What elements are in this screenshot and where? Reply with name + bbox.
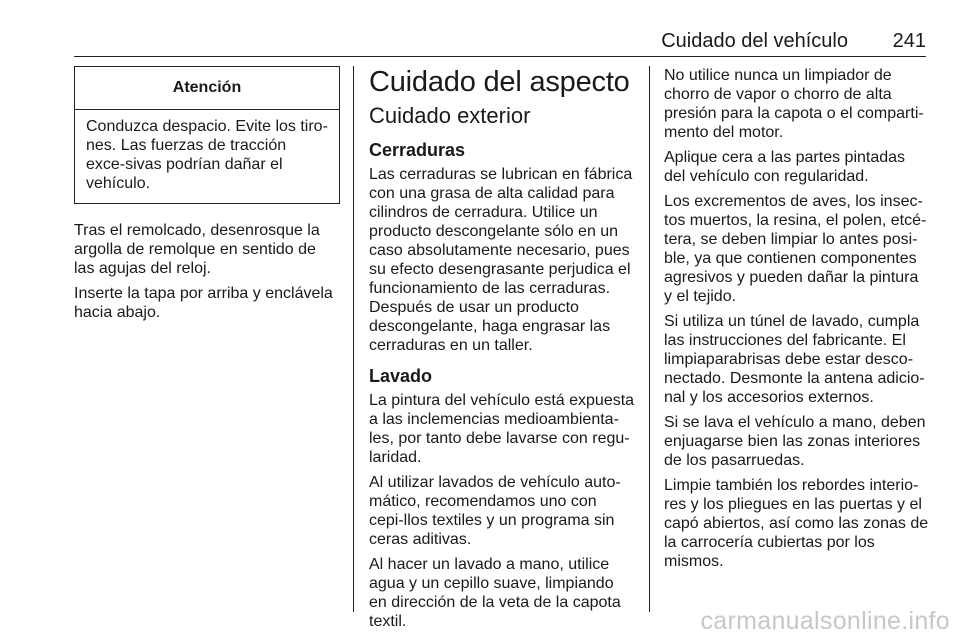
topic-heading-cerraduras: Cerraduras bbox=[369, 140, 466, 160]
watermark: carmanualsonline.info bbox=[700, 607, 950, 635]
column-divider-2 bbox=[649, 66, 650, 612]
attention-box bbox=[74, 66, 340, 204]
topic-heading-lavado: Lavado bbox=[369, 366, 433, 386]
header-rule bbox=[74, 56, 926, 57]
attention-text: Conduzca despacio. Evite los tiro-nes. Las fuerzas de tracción exce-sivas podrían dañar el vehículo. bbox=[86, 118, 328, 192]
column-2 bbox=[369, 66, 635, 637]
header-title: Cuidado del vehículo bbox=[661, 30, 848, 52]
attention-title: Atención bbox=[75, 67, 339, 110]
paragraph: Las cerraduras se lubrican en fábrica con una grasa de alta calidad para cilindros de cerradura. Utilice un producto descongelante sólo en un caso absolutamente necesario, pues su efecto desengrasante perjudica el funcionamiento de las cerraduras. Después de usar un producto descongelante, haga engrasar las cerraduras en un taller. bbox=[369, 166, 633, 354]
paragraph: Al hacer un lavado a mano, utilice agua y un cepillo suave, limpiando en dirección de la veta de la capota textil. bbox=[369, 556, 621, 630]
paragraph: Si utiliza un túnel de lavado, cumpla las instrucciones del fabricante. El limpiaparabrisas debe estar desco-nectado. Desmonte la antena adicio-nal y los accesorios externos. bbox=[664, 313, 925, 406]
paragraph: Si se lava el vehículo a mano, deben enjuagarse bien las zonas interiores de los pasarruedas. bbox=[664, 414, 926, 469]
paragraph: Aplique cera a las partes pintadas del vehículo con regularidad. bbox=[664, 149, 906, 185]
paragraph: Inserte la tapa por arriba y enclávela hacia abajo. bbox=[74, 285, 333, 321]
section-heading: Cuidado del aspecto bbox=[369, 66, 630, 98]
page-number: 241 bbox=[892, 30, 926, 52]
paragraph: No utilice nunca un limpiador de chorro de vapor o chorro de alta presión para la capota o el comparti-mento del motor. bbox=[664, 67, 924, 141]
column-1 bbox=[74, 66, 340, 328]
paragraph: Los excrementos de aves, los insec-tos muertos, la resina, el polen, etcé-tera, se deben limpiar lo antes posi-ble, ya que contienen componentes agresivos y pueden dañar la pintura y el tejido. bbox=[664, 193, 927, 305]
paragraph: La pintura del vehículo está expuesta a las inclemencias medioambienta-les, por tanto debe lavarse con regu-laridad. bbox=[369, 392, 635, 466]
paragraph: Tras el remolcado, desenrosque la argolla de remolque en sentido de las agujas del reloj. bbox=[74, 222, 320, 277]
paragraph: Limpie también los rebordes interio-res y los pliegues en las puertas y el capó abiertos, así como las zonas de la carrocería cubiertas por los mismos. bbox=[664, 477, 929, 570]
paragraph: Al utilizar lavados de vehículo auto-mático, recomendamos uno con cepi-llos textiles y un programa sin ceras aditivas. bbox=[369, 474, 621, 548]
subsection-heading: Cuidado exterior bbox=[369, 103, 531, 128]
page-header bbox=[74, 30, 926, 52]
column-divider-1 bbox=[353, 66, 354, 612]
column-3 bbox=[664, 66, 930, 577]
